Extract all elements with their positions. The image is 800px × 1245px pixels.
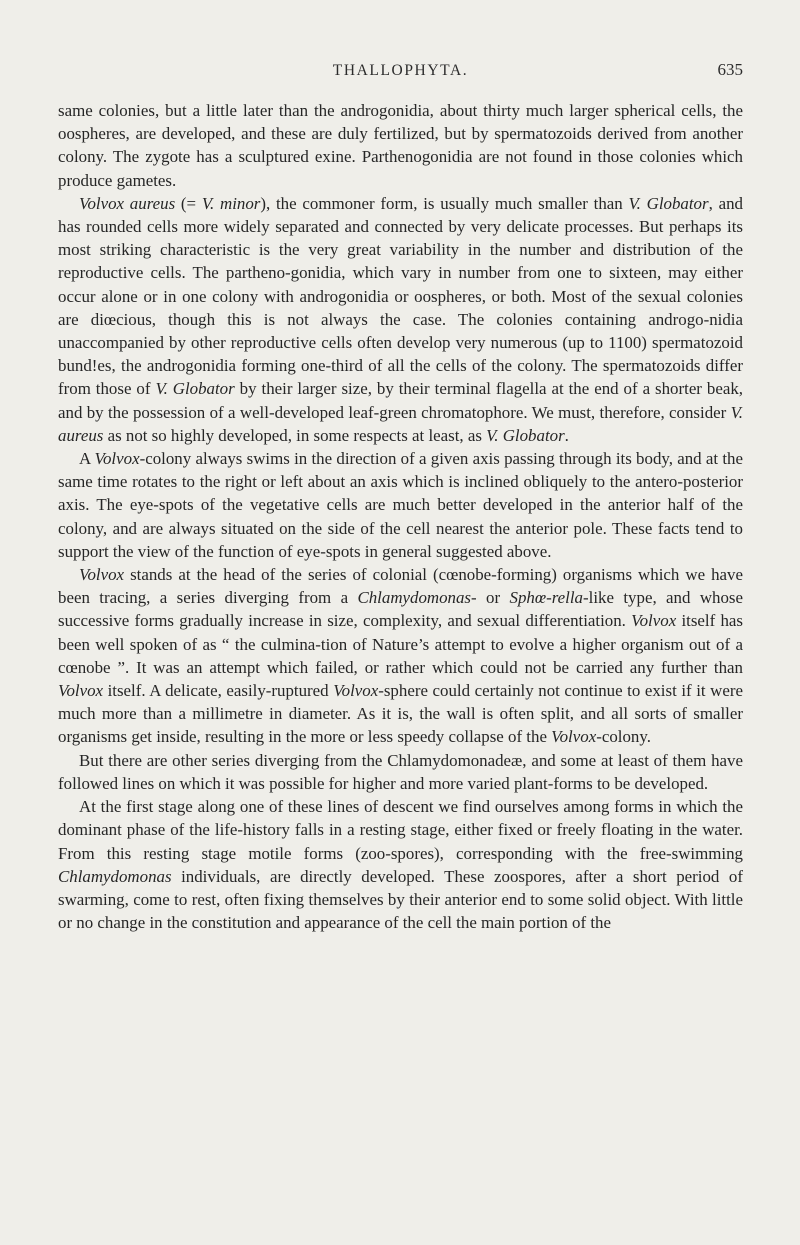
italic-run: Volvox bbox=[631, 611, 677, 631]
text-run: -like type, and whose successive forms gradually increase in size, complexity, and sexual differentiation. bbox=[58, 588, 743, 631]
running-head bbox=[58, 62, 743, 86]
italic-run: Volvox bbox=[58, 681, 104, 701]
italic-run: V. minor bbox=[201, 193, 261, 213]
text-run: At the first stage along one of these lines of descent we find ourselves among forms in which the dominant phase of the life-history falls in a resting stage, either fixed or freely floating in the water. From this resting stage motile forms (zoo-spores), corresponding with the free-swimming bbox=[58, 797, 743, 863]
text-run: -colony. bbox=[596, 727, 651, 747]
text-run: individuals, are directly developed. These zoospores, after a short period of swarming, come to rest, often fixing themselves by their anterior end to some solid object. With little or no change in the constitution and appearance of the cell the main portion of the bbox=[58, 866, 743, 933]
text-run: ), the commoner form, is usually much smaller than bbox=[260, 193, 629, 213]
italic-run: V. Globator bbox=[628, 193, 709, 213]
italic-run: Volvox bbox=[94, 449, 140, 469]
body-text bbox=[58, 99, 743, 934]
italic-run: V. Globator bbox=[486, 425, 565, 445]
italic-run: Sphœ-rella bbox=[509, 588, 584, 608]
italic-run: Chlamydomonas- bbox=[357, 588, 477, 608]
text-run: . bbox=[564, 425, 569, 445]
paragraph bbox=[58, 795, 743, 934]
paragraph bbox=[58, 447, 743, 563]
italic-run: Volvox aureus bbox=[79, 193, 176, 213]
text-run: same colonies, but a little later than the androgonidia, about thirty much larger spherical cells, the oospheres, are developed, and these are duly fertilized, but by spermatozoids derived from another colony. The zygote has a sculptured exine. Parthenogonidia are not found in those colonies which produce gametes. bbox=[58, 101, 743, 190]
italic-run: V. Globator bbox=[155, 379, 235, 399]
italic-run: Volvox bbox=[551, 727, 597, 747]
italic-run: Volvox bbox=[79, 565, 125, 585]
paragraph bbox=[58, 99, 743, 192]
text-run: -colony always swims in the direction of a given axis passing through its body, and at the same time rotates to the right or left about an axis which is inclined obliquely to the antero-posterior axis. The eye-spots of the vegetative cells are much better developed in the anterior half of the colony, and are always situated on the side of the cell nearest the anterior pole. These facts tend to support the view of the function of eye-spots in general suggested above. bbox=[58, 449, 743, 561]
text-run: as not so highly developed, in some respects at least, as bbox=[103, 425, 487, 445]
text-run: itself. A delicate, easily-ruptured bbox=[103, 681, 334, 701]
text-run: stands at the head of the series of colonial (cœnobe-forming) organisms which we have been tracing, a series diverging from a bbox=[58, 565, 743, 608]
paragraph bbox=[58, 192, 743, 447]
text-run: (= bbox=[175, 193, 202, 213]
text-run: itself has been well spoken of as “ the culmina-tion of Nature’s attempt to evolve a higher organism out of a cœnobe ”. It was an attempt which failed, or rather which could not be carried any further than bbox=[58, 611, 744, 677]
text-run: A bbox=[79, 449, 95, 469]
text-run: , and has rounded cells more widely separated and connected by very delicate processes. But perhaps its most striking characteristic is the very great variability in the number and distribution of the reproductive cells. The partheno-gonidia, which vary in number from one to sixteen, may either occur alone or in one colony with androgonidia or oospheres, or both. Most of the sexual colonies are diœcious, though this is not always the case. The colonies containing androgo-nidia unaccompanied by other reproductive cells often develop very numerous (up to 1100) spermatozoid bund!es, the androgonidia forming one-third of all the cells of the colony. The spermatozoids differ from those of bbox=[58, 193, 743, 399]
paragraph bbox=[58, 563, 743, 749]
italic-run: Volvox bbox=[333, 681, 379, 701]
text-run: by their larger size, by their terminal flagella at the end of a shorter beak, and by the possession of a well-developed leaf-green chromatophore. We must, therefore, consider bbox=[58, 379, 743, 422]
text-run: But there are other series diverging from the Chlamydomonadeæ, and some at least of them have followed lines on which it was possible for higher and more varied plant-forms to be developed. bbox=[58, 750, 743, 793]
italic-run: V. aureus bbox=[58, 402, 743, 445]
text-run: -sphere could certainly not continue to exist if it were much more than a millimetre in diameter. As it is, the wall is often split, and all sorts of smaller organisms get inside, resulting in the more or less speedy collapse of the bbox=[58, 681, 744, 747]
running-title: THALLOPHYTA. bbox=[332, 62, 469, 79]
text-run: or bbox=[476, 588, 510, 608]
paragraph bbox=[58, 749, 743, 795]
italic-run: Chlamydomonas bbox=[58, 866, 172, 886]
page-number: 635 bbox=[717, 60, 743, 79]
